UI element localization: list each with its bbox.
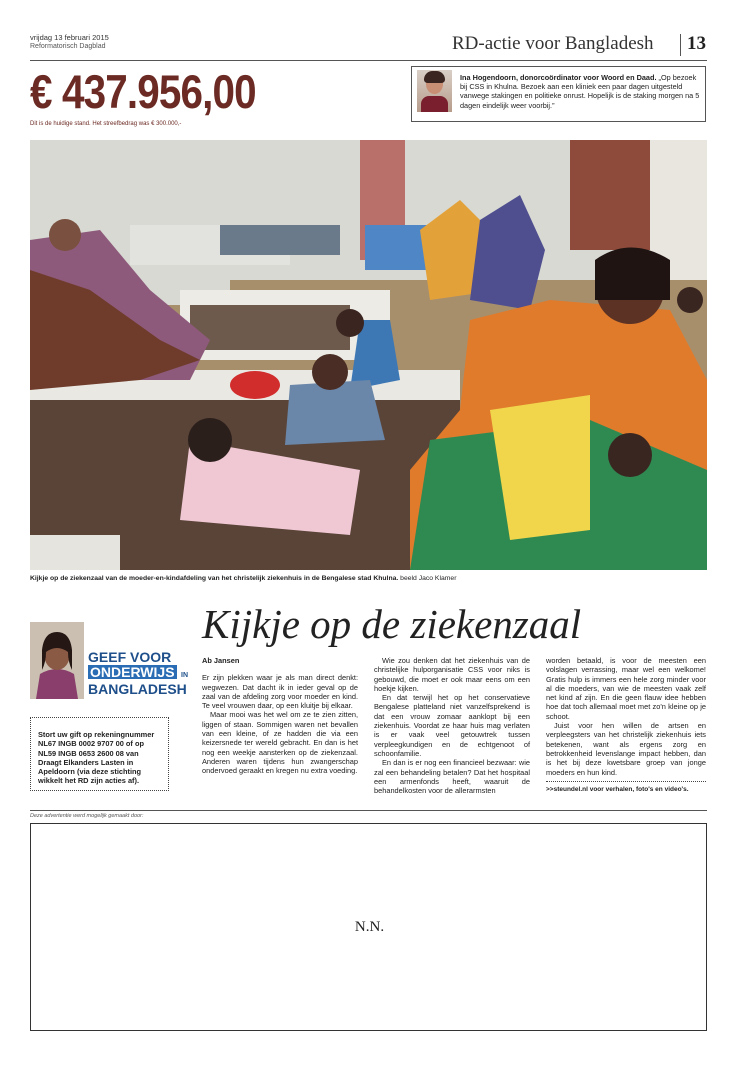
ward-photo-illustration bbox=[30, 140, 707, 570]
header-divider bbox=[680, 34, 681, 56]
issue-date: vrijdag 13 februari 2015 bbox=[30, 33, 109, 42]
article-column-1 bbox=[202, 656, 358, 776]
paragraph: Er zijn plekken waar je als man direct denkt: wegwezen. Dat dacht ik in ieder geval op de zaal van de afdeling zorg voor moeder en kind. Te veel vrouwen daar, op een kluitje bij elkaar. bbox=[202, 673, 358, 711]
promo-line1: GEEF VOOR bbox=[88, 649, 172, 665]
article-headline: Kijkje op de ziekenzaal bbox=[202, 601, 582, 647]
photo-caption bbox=[30, 575, 456, 582]
header-rule bbox=[30, 60, 707, 61]
paragraph: En dat terwijl het op het conservatieve Bengalese platteland niet vanzelfsprekend is dat een vrouw zomaar aanklopt bij een ziekenhuis. Voordat ze haar huis mag verlaten is er vaak veel getouwtrek tussen verpleegkundigen en de echtgenoot of schoonfamilie. bbox=[374, 693, 530, 758]
ad-sponsor: N.N. bbox=[354, 919, 385, 935]
ad-box bbox=[30, 823, 707, 1031]
ad-note: Deze advertentie werd mogelijk gemaakt door: bbox=[30, 813, 144, 819]
promo-logo bbox=[88, 650, 190, 697]
paragraph: Maar mooi was het wel om ze te zien zitten, liggen of staan. Sommigen waren net bevallen van een kleine, of ze hadden die via een keizersnede ter wereld gebracht. En dan is het nog een weekje aansterken op de ziekenzaal. Anderen waren tijdens hun zwangerschap ondervoed geraakt en kregen nu extra voeding. bbox=[202, 710, 358, 776]
ad-rule bbox=[30, 810, 707, 811]
promo-line3: BANGLADESH bbox=[88, 681, 187, 697]
quote-portrait bbox=[417, 70, 452, 112]
girl-portrait-illustration bbox=[30, 622, 84, 699]
paragraph: Juist voor hen willen de artsen en verpleegsters van het christelijk ziekenhuis iets betekenen, want als ergens zorg en betrokkenheid levenslange impact hebben, dan is het bij deze kwetsbare groep van jonge moeders en hun kind. bbox=[546, 721, 706, 777]
article-byline: Ab Jansen bbox=[202, 656, 240, 665]
donation-box: Stort uw gift op rekeningnummer NL67 INGB 0002 9707 00 of op NL59 INGB 0653 2600 08 van Draagt Elkanders Lasten in Apeldoorn (via deze stichting wikkelt het RD zijn acties af). bbox=[30, 717, 169, 791]
quote-name: Ina Hogendoorn, donorcoördinator voor Woord en Daad. bbox=[460, 73, 657, 82]
ward-photo bbox=[30, 140, 707, 570]
page-number: 13 bbox=[687, 33, 706, 54]
paragraph: Wie zou denken dat het ziekenhuis van de christelijke hulporganisatie CSS voor niks is gebouwd, die moet er ook maar eens om een hoekje kijken. bbox=[374, 656, 530, 693]
newspaper-name: Reformatorisch Dagblad bbox=[30, 43, 106, 50]
campaign-amount: € 437.956,00 bbox=[30, 65, 256, 118]
section-title: RD-actie voor Bangladesh bbox=[452, 33, 654, 54]
article-column-2 bbox=[374, 656, 530, 795]
article-column-3 bbox=[546, 656, 706, 777]
promo-line2: ONDERWIJS bbox=[90, 664, 175, 680]
campaign-note: Dit is de huidige stand. Het streefbedrag was € 300.000,- bbox=[30, 121, 182, 127]
photo-credit: beeld Jaco Klamer bbox=[400, 575, 457, 582]
quote-text bbox=[460, 73, 702, 110]
paragraph: En dan is er nog een financieel bezwaar: wie zal een behandeling betalen? Dat het hospitaal een armenfonds heeft, waaruit de behandelkosten voor de allerarmsten bbox=[374, 758, 530, 796]
quote-body: „Op bezoek bij CSS in Khulna. Bezoek aan een kliniek een paar dagen uitgesteld vanwege stakingen en politieke onrust. Hopelijk is de staking morgen na 5 dagen eindelijk weer voorbij.” bbox=[460, 73, 700, 110]
more-info-link[interactable]: >>steundel.nl voor verhalen, foto's en video's. bbox=[546, 781, 706, 793]
caption-text: Kijkje op de ziekenzaal van de moeder-en-kindafdeling van het christelijk ziekenhuis in de Bengalese stad Khulna. bbox=[30, 575, 399, 582]
promo-girl-photo bbox=[30, 622, 84, 699]
paragraph: worden betaald, is voor de meesten een volslagen verrassing, maar wel een welkome! Gratis hulp is immers een hele zorg minder voor al die moeders, van wie de meesten vaak zelf net kind af zijn. En die geen flauw idee hebben hoe dat toch allemaal moet met zo'n kleine op je schoot. bbox=[546, 656, 706, 721]
promo-line2-suffix: IN bbox=[181, 672, 188, 679]
